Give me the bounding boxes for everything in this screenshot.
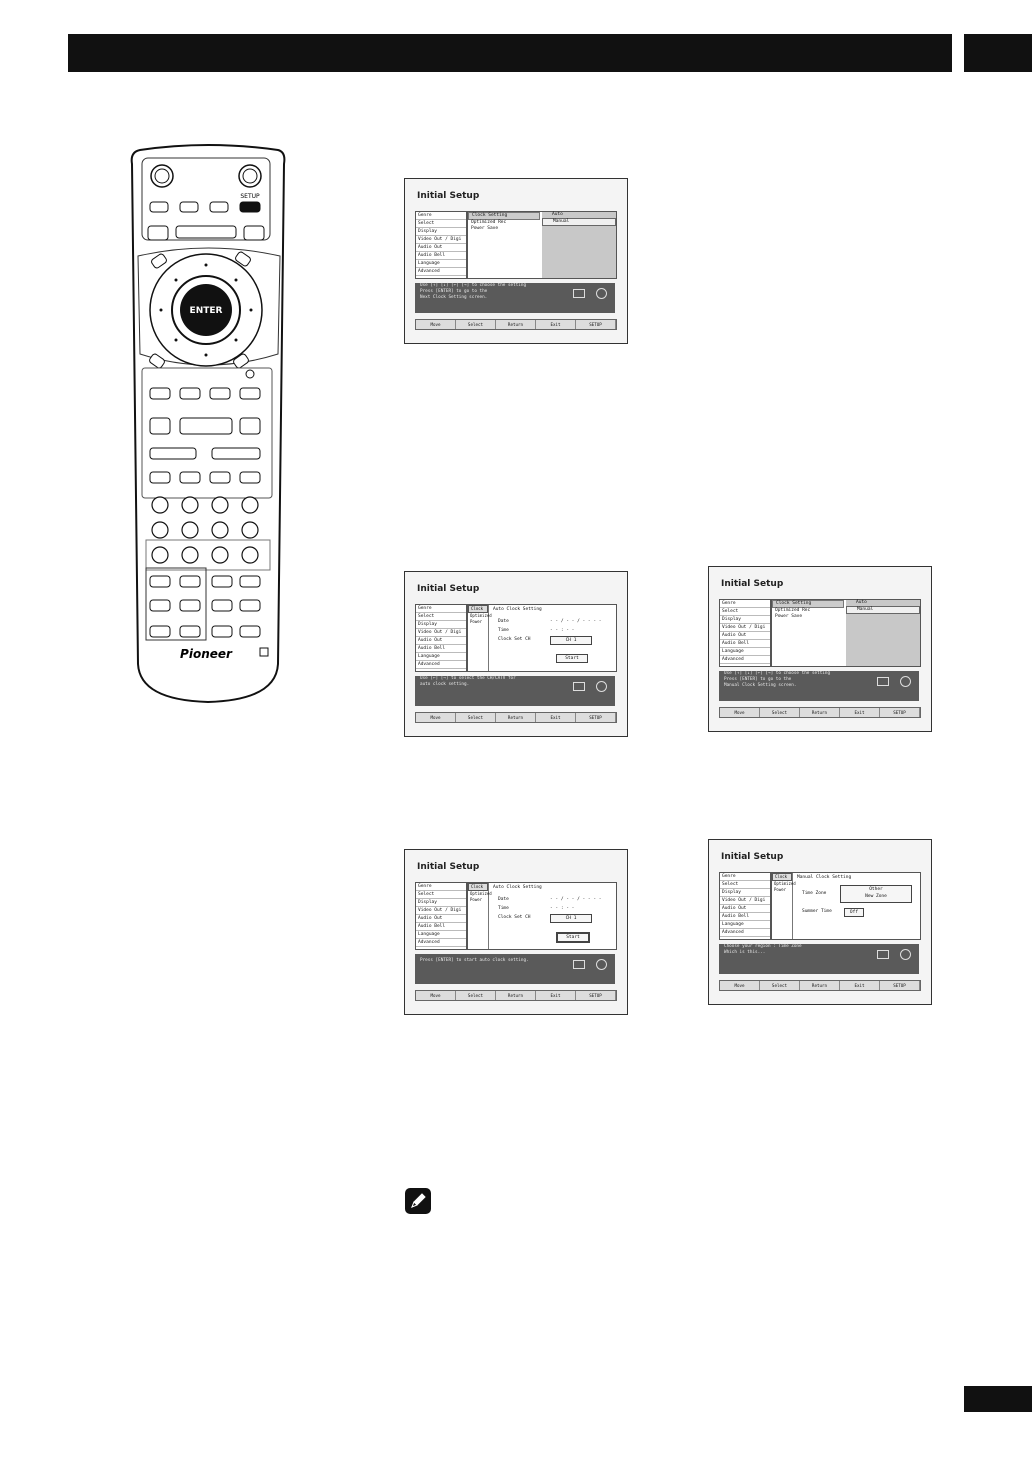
dial-icon (900, 676, 911, 687)
dial-icon (596, 288, 607, 299)
sub-menu (468, 212, 540, 278)
tab-clock: Clock (772, 873, 792, 881)
screen-title: Initial Setup (417, 862, 480, 872)
menu-item: Video Out / Digi (416, 236, 466, 244)
menu-item: Select (720, 881, 770, 889)
message-line: Use [↑] [↓] [←] [→] to choose the setting (724, 671, 831, 676)
menu-item: Audio Out (720, 632, 770, 640)
message-line: Choose your region : Time Zone (724, 944, 802, 949)
menu-item: Audio Bell (720, 640, 770, 648)
sub-tabs (468, 605, 492, 671)
screen-title: Initial Setup (417, 584, 480, 594)
sub-item: Optimized Rec (775, 608, 811, 613)
remote-icon (573, 289, 585, 298)
menu-item: Select (416, 613, 466, 621)
guide-select: Select (456, 991, 496, 1000)
message-line: Manual Clock Setting screen. (724, 683, 797, 688)
remote-icon (877, 677, 889, 686)
clock-ch-value: CH 1 (550, 914, 592, 923)
menu-item: Audio Out (416, 915, 466, 923)
summer-time-value: Off (844, 908, 864, 917)
option-auto: Auto (856, 600, 867, 605)
footer-guide (415, 712, 617, 723)
tab-optimized: Optimized (470, 891, 492, 896)
time-zone-value (840, 885, 912, 903)
message-bar (415, 283, 615, 313)
setup-screen-manual-select (708, 566, 932, 732)
message-line: Press [ENTER] to start auto clock setting. (420, 958, 529, 963)
time-label: Time (498, 906, 509, 911)
dial-icon (596, 681, 607, 692)
guide-setup: SETUP (576, 713, 616, 722)
screen-title: Initial Setup (417, 191, 480, 201)
menu-item: Select (720, 608, 770, 616)
setup-screen-manual-clock (708, 839, 932, 1005)
guide-move: Move (720, 981, 760, 990)
menu-item: Video Out / Digi (416, 629, 466, 637)
sub-item: Power Save (775, 614, 803, 619)
time-value: - - : - - (550, 906, 575, 911)
guide-move: Move (416, 991, 456, 1000)
header-language-tab (964, 34, 1032, 72)
guide-move: Move (416, 320, 456, 329)
setup-menu (719, 872, 771, 940)
sub-item: Power Save (471, 226, 499, 231)
setup-label: SETUP (240, 193, 260, 200)
option-list (846, 600, 920, 666)
menu-item: Advanced (416, 661, 466, 669)
auto-clock-detail (490, 605, 616, 671)
menu-item: Genre (720, 600, 770, 608)
clock-ch-value: CH 1 (550, 636, 592, 645)
footer-guide (415, 990, 617, 1001)
menu-item: Language (416, 260, 466, 268)
guide-select: Select (456, 320, 496, 329)
tab-power: Power (470, 619, 483, 624)
pioneer-logo: Pioneer (180, 647, 232, 661)
setup-screen-auto-clock (404, 571, 628, 737)
menu-item: Select (416, 220, 466, 228)
guide-setup: SETUP (880, 981, 920, 990)
message-line: Use [↑] [↓] [←] [→] to choose the setting (420, 283, 527, 288)
message-bar (719, 671, 919, 701)
menu-item: Audio Out (720, 905, 770, 913)
page-number-tab (964, 1386, 1032, 1412)
guide-setup: SETUP (576, 320, 616, 329)
setup-menu (415, 211, 467, 279)
clock-ch-label: Clock Set CH (498, 915, 531, 920)
menu-item: Audio Out (416, 244, 466, 252)
menu-item: Genre (720, 873, 770, 881)
time-zone-option: Other (869, 887, 883, 892)
date-label: Date (498, 897, 509, 902)
setup-menu (415, 882, 467, 950)
guide-exit: Exit (840, 708, 880, 717)
menu-item: Display (720, 889, 770, 897)
guide-return: Return (496, 320, 536, 329)
guide-move: Move (720, 708, 760, 717)
message-line: Next Clock Setting screen. (420, 295, 488, 300)
message-line: Press [ENTER] to go to the (420, 289, 488, 294)
guide-exit: Exit (840, 981, 880, 990)
menu-item: Audio Bell (416, 923, 466, 931)
time-value: - - : - - (550, 628, 575, 633)
menu-item: Select (416, 891, 466, 899)
setup-screen-clock-setting (404, 178, 628, 344)
message-line: auto clock setting. (420, 682, 470, 687)
screen-title: Initial Setup (721, 852, 784, 862)
message-line: Use [←] [→] to select the CH/CATV for (420, 676, 516, 681)
setup-screen-auto-clock-start (404, 849, 628, 1015)
tab-optimized: Optimized (774, 881, 796, 886)
guide-exit: Exit (536, 991, 576, 1000)
message-bar (415, 676, 615, 706)
menu-item: Genre (416, 605, 466, 613)
menu-item: Genre (416, 883, 466, 891)
guide-return: Return (800, 981, 840, 990)
guide-exit: Exit (536, 320, 576, 329)
tab-clock: Clock (468, 605, 488, 613)
menu-item: Language (416, 653, 466, 661)
tab-optimized: Optimized (470, 613, 492, 618)
settings-panel (771, 599, 921, 667)
menu-item: Advanced (416, 268, 466, 276)
menu-item: Language (720, 921, 770, 929)
menu-item: Genre (416, 212, 466, 220)
guide-select: Select (760, 981, 800, 990)
dial-icon (900, 949, 911, 960)
footer-guide (719, 980, 921, 991)
message-line: Which is this... (724, 950, 766, 955)
detail-title: Auto Clock Setting (493, 607, 542, 612)
screen-title: Initial Setup (721, 579, 784, 589)
start-button: Start (556, 932, 590, 943)
header-bar (68, 34, 952, 72)
remote-icon (573, 960, 585, 969)
remote-icon (573, 682, 585, 691)
tab-clock: Clock (468, 883, 488, 891)
settings-panel (467, 211, 617, 279)
option-list (542, 212, 616, 278)
footer-guide (719, 707, 921, 718)
guide-return: Return (496, 991, 536, 1000)
guide-select: Select (456, 713, 496, 722)
option-manual: Manual (846, 606, 920, 614)
menu-item: Audio Bell (416, 645, 466, 653)
guide-return: Return (800, 708, 840, 717)
footer-guide (415, 319, 617, 330)
menu-item: Audio Bell (720, 913, 770, 921)
message-bar (719, 944, 919, 974)
time-zone-label: Time Zone (802, 891, 827, 896)
date-value: - - / - - / - - - - (550, 897, 602, 902)
option-auto: Auto (552, 212, 563, 217)
remote-icon (877, 950, 889, 959)
sub-item: Optimized Rec (471, 220, 507, 225)
sub-menu (772, 600, 844, 666)
guide-exit: Exit (536, 713, 576, 722)
sub-item-clock-setting: Clock Setting (468, 212, 540, 220)
setup-menu (415, 604, 467, 672)
sub-item-clock-setting: Clock Setting (772, 600, 844, 608)
detail-title: Manual Clock Setting (797, 875, 852, 880)
tab-power: Power (470, 897, 483, 902)
menu-item: Video Out / Digi (720, 897, 770, 905)
sub-tabs (772, 873, 796, 939)
menu-item: Language (416, 931, 466, 939)
guide-select: Select (760, 708, 800, 717)
auto-clock-detail (490, 883, 616, 949)
menu-item: Display (416, 899, 466, 907)
clock-ch-label: Clock Set CH (498, 637, 531, 642)
menu-item: Video Out / Digi (720, 624, 770, 632)
remote-control-illustration (128, 144, 288, 704)
start-button: Start (556, 654, 588, 663)
setup-menu (719, 599, 771, 667)
message-bar (415, 954, 615, 984)
menu-item: Language (720, 648, 770, 656)
option-manual: Manual (542, 218, 616, 226)
menu-item: Video Out / Digi (416, 907, 466, 915)
menu-item: Display (416, 228, 466, 236)
sub-tabs (468, 883, 492, 949)
menu-item: Advanced (720, 656, 770, 664)
time-zone-option: New Zone (865, 894, 887, 899)
menu-item: Advanced (416, 939, 466, 947)
note-pencil-icon (405, 1188, 431, 1214)
summer-time-label: Summer Time (802, 909, 832, 914)
date-value: - - / - - / - - - - (550, 619, 602, 624)
message-line: Press [ENTER] to go to the (724, 677, 792, 682)
guide-move: Move (416, 713, 456, 722)
settings-panel (467, 604, 617, 672)
guide-setup: SETUP (576, 991, 616, 1000)
menu-item: Audio Bell (416, 252, 466, 260)
dial-icon (596, 959, 607, 970)
settings-panel (771, 872, 921, 940)
tab-power: Power (774, 887, 787, 892)
menu-item: Advanced (720, 929, 770, 937)
time-label: Time (498, 628, 509, 633)
menu-item: Audio Out (416, 637, 466, 645)
detail-title: Auto Clock Setting (493, 885, 542, 890)
date-label: Date (498, 619, 509, 624)
manual-clock-detail (794, 873, 920, 939)
enter-label: ENTER (189, 306, 223, 316)
menu-item: Display (720, 616, 770, 624)
guide-return: Return (496, 713, 536, 722)
guide-setup: SETUP (880, 708, 920, 717)
settings-panel (467, 882, 617, 950)
menu-item: Display (416, 621, 466, 629)
